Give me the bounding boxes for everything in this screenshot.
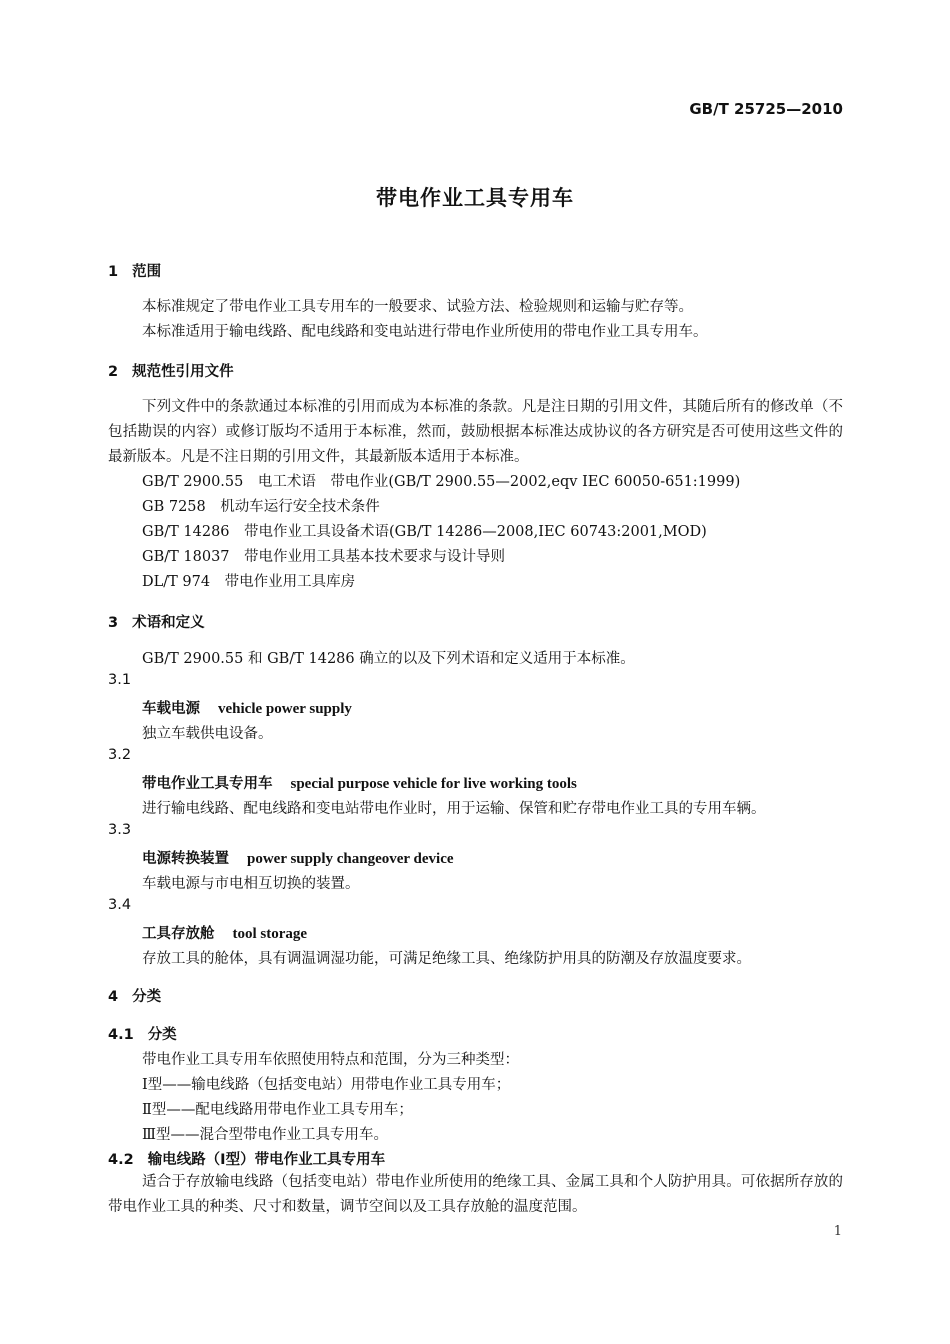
reference-title: 带电作业用工具库房 [224,574,356,590]
subsection-4-2-heading [108,1148,385,1169]
subsection-title: 分类 [147,1027,177,1043]
term-chinese: 工具存放舱 [142,926,215,942]
term-chinese: 带电作业工具专用车 [142,776,273,792]
term-english: tool storage [232,926,308,942]
reference-code: GB/T 18037 [142,549,230,565]
term-number: 3.1 [108,672,132,688]
reference-code: GB/T 2900.55 [142,474,244,490]
reference-title: 电工术语 带电作业(GB/T 2900.55—2002,eqv IEC 60050-651:1999) [257,474,741,490]
term-english: special purpose vehicle for live working tools [290,776,577,792]
term-number: 3.4 [108,897,132,913]
reference-title: 带电作业工具设备术语(GB/T 14286—2008,IEC 60743:2001,MOD) [244,524,707,540]
subsection-title: 输电线路（Ⅰ型）带电作业工具专用车 [147,1152,386,1168]
section-number: 3 [108,615,119,631]
subsection-number: 4.1 [108,1027,134,1043]
term-heading [142,772,577,793]
term-english: power supply changeover device [247,851,454,867]
paragraph: 适合于存放输电线路（包括变电站）带电作业所使用的绝缘工具、金属工具和个人防护用具。可依据所存放的带电作业工具的种类、尺寸和数量，调节空间以及工具存放舱的温度范围。 [108,1174,843,1215]
paragraph: 本标准规定了带电作业工具专用车的一般要求、试验方法、检验规则和运输与贮存等。 [142,299,693,315]
reference-title: 带电作业用工具基本技术要求与设计导则 [244,549,506,565]
reference-title: 机动车运行安全技术条件 [220,499,380,515]
section-title: 范围 [132,264,162,280]
page-number: 1 [833,1224,842,1239]
reference-item [142,570,355,591]
section-title: 分类 [132,989,162,1005]
term-heading [142,847,454,868]
reference-code: GB 7258 [142,499,206,515]
reference-item [142,545,505,566]
term-definition: 进行输电线路、配电线路和变电站带电作业时，用于运输、保管和贮存带电作业工具的专用车辆。 [142,801,766,817]
paragraph: 下列文件中的条款通过本标准的引用而成为本标准的条款。凡是注日期的引用文件，其随后所有的修改单（不包括勘误的内容）或修订版均不适用于本标准，然而，鼓励根据本标准达成协议的各方研究是否可使用这些文件的最新版本。凡是不注日期的引用文件，其最新版本适用于本标准。 [108,399,843,465]
section-3-heading [108,611,205,632]
section-number: 1 [108,264,119,280]
reference-item [142,520,707,541]
paragraph: 本标准适用于输电线路、配电线路和变电站进行带电作业所使用的带电作业工具专用车。 [142,324,708,340]
document-title: 带电作业工具专用车 [376,186,574,210]
term-english: vehicle power supply [218,701,352,717]
paragraph: GB/T 2900.55 和 GB/T 14286 确立的以及下列术语和定义适用于本标准。 [142,651,635,667]
term-chinese: 电源转换装置 [142,851,229,867]
list-item: Ⅲ型——混合型带电作业工具专用车。 [142,1127,388,1143]
term-definition: 存放工具的舱体，具有调温调湿功能，可满足绝缘工具、绝缘防护用具的防潮及存放温度要求。 [142,951,751,967]
list-item: Ⅱ型——配电线路用带电作业工具专用车； [142,1102,413,1118]
reference-item [142,470,740,491]
section-4-heading [108,985,161,1006]
subsection-4-1-heading [108,1023,177,1044]
section-number: 2 [108,364,119,380]
term-heading [142,922,307,943]
section-2-heading [108,360,234,381]
term-heading [142,697,352,718]
term-number: 3.3 [108,822,132,838]
term-number: 3.2 [108,747,132,763]
section-title: 术语和定义 [132,615,205,631]
section-number: 4 [108,989,119,1005]
reference-code: GB/T 14286 [142,524,230,540]
reference-item [142,495,380,516]
term-definition: 独立车载供电设备。 [142,726,273,742]
list-item: Ⅰ型——输电线路（包括变电站）用带电作业工具专用车； [142,1077,511,1093]
standard-number: GB/T 25725—2010 [689,100,843,118]
term-chinese: 车载电源 [142,701,200,717]
section-1-heading [108,260,161,281]
paragraph: 带电作业工具专用车依照使用特点和范围，分为三种类型： [142,1052,519,1068]
subsection-number: 4.2 [108,1152,134,1168]
section-title: 规范性引用文件 [132,364,234,380]
term-definition: 车载电源与市电相互切换的装置。 [142,876,360,892]
reference-code: DL/T 974 [142,574,211,590]
